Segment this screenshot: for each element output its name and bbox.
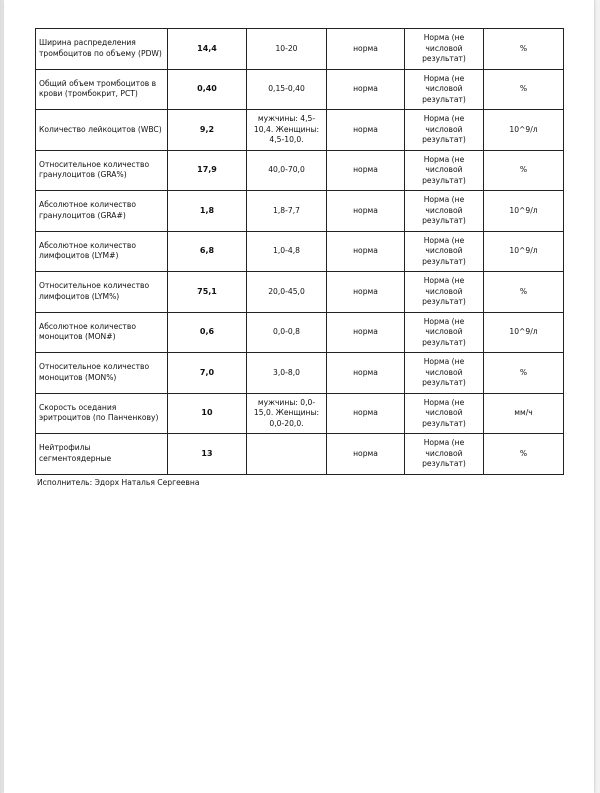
unit-cell: % bbox=[484, 150, 564, 191]
unit-cell: % bbox=[484, 272, 564, 313]
result-value-cell: 75,1 bbox=[168, 272, 247, 313]
reference-range-cell: 40,0-70,0 bbox=[247, 150, 327, 191]
reference-range-cell: 3,0-8,0 bbox=[247, 353, 327, 394]
qualitative-result-cell: Норма (не числовой результат) bbox=[405, 393, 484, 434]
test-name-cell: Нейтрофилы сегментоядерные bbox=[36, 434, 168, 475]
performer-signature-line: Исполнитель: Эдорх Наталья Сергеевна bbox=[37, 478, 200, 487]
result-value-cell: 0,40 bbox=[168, 69, 247, 110]
table-row bbox=[36, 69, 564, 110]
reference-range-cell: 0,0-0,8 bbox=[247, 312, 327, 353]
status-cell: норма bbox=[327, 69, 405, 110]
result-value-cell: 9,2 bbox=[168, 110, 247, 151]
qualitative-result-cell: Норма (не числовой результат) bbox=[405, 191, 484, 232]
qualitative-result-cell: Норма (не числовой результат) bbox=[405, 231, 484, 272]
status-cell: норма bbox=[327, 434, 405, 475]
status-cell: норма bbox=[327, 150, 405, 191]
reference-range-cell: 0,15-0,40 bbox=[247, 69, 327, 110]
qualitative-result-cell: Норма (не числовой результат) bbox=[405, 353, 484, 394]
test-name-cell: Относительное количество лимфоцитов (LYM%) bbox=[36, 272, 168, 313]
unit-cell: мм/ч bbox=[484, 393, 564, 434]
unit-cell: 10^9/л bbox=[484, 312, 564, 353]
test-name-cell: Абсолютное количество лимфоцитов (LYM#) bbox=[36, 231, 168, 272]
reference-range-cell: 1,8-7,7 bbox=[247, 191, 327, 232]
test-name-cell: Относительное количество гранулоцитов (GRA%) bbox=[36, 150, 168, 191]
unit-cell: % bbox=[484, 434, 564, 475]
lab-results-table bbox=[35, 28, 564, 475]
reference-range-cell: 10-20 bbox=[247, 29, 327, 70]
table-row bbox=[36, 393, 564, 434]
reference-range-cell: мужчины: 0,0-15,0. Женщины: 0,0-20,0. bbox=[247, 393, 327, 434]
unit-cell: % bbox=[484, 353, 564, 394]
result-value-cell: 10 bbox=[168, 393, 247, 434]
result-value-cell: 0,6 bbox=[168, 312, 247, 353]
test-name-cell: Относительное количество моноцитов (MON%) bbox=[36, 353, 168, 394]
table-row bbox=[36, 272, 564, 313]
table-row bbox=[36, 29, 564, 70]
test-name-cell: Общий объем тромбоцитов в крови (тромбокрит, PCT) bbox=[36, 69, 168, 110]
lab-results-body bbox=[36, 29, 564, 475]
result-value-cell: 17,9 bbox=[168, 150, 247, 191]
table-row bbox=[36, 231, 564, 272]
unit-cell: 10^9/л bbox=[484, 231, 564, 272]
result-value-cell: 6,8 bbox=[168, 231, 247, 272]
table-row bbox=[36, 353, 564, 394]
qualitative-result-cell: Норма (не числовой результат) bbox=[405, 150, 484, 191]
unit-cell: 10^9/л bbox=[484, 110, 564, 151]
result-value-cell: 13 bbox=[168, 434, 247, 475]
result-value-cell: 7,0 bbox=[168, 353, 247, 394]
table-row bbox=[36, 191, 564, 232]
status-cell: норма bbox=[327, 191, 405, 232]
status-cell: норма bbox=[327, 353, 405, 394]
test-name-cell: Количество лейкоцитов (WBC) bbox=[36, 110, 168, 151]
reference-range-cell: 1,0-4,8 bbox=[247, 231, 327, 272]
test-name-cell: Абсолютное количество моноцитов (MON#) bbox=[36, 312, 168, 353]
qualitative-result-cell: Норма (не числовой результат) bbox=[405, 312, 484, 353]
status-cell: норма bbox=[327, 110, 405, 151]
unit-cell: % bbox=[484, 69, 564, 110]
qualitative-result-cell: Норма (не числовой результат) bbox=[405, 272, 484, 313]
reference-range-cell bbox=[247, 434, 327, 475]
status-cell: норма bbox=[327, 29, 405, 70]
qualitative-result-cell: Норма (не числовой результат) bbox=[405, 110, 484, 151]
qualitative-result-cell: Норма (не числовой результат) bbox=[405, 69, 484, 110]
result-value-cell: 1,8 bbox=[168, 191, 247, 232]
unit-cell: % bbox=[484, 29, 564, 70]
unit-cell: 10^9/л bbox=[484, 191, 564, 232]
test-name-cell: Ширина распределения тромбоцитов по объему (PDW) bbox=[36, 29, 168, 70]
result-value-cell: 14,4 bbox=[168, 29, 247, 70]
reference-range-cell: 20,0-45,0 bbox=[247, 272, 327, 313]
test-name-cell: Абсолютное количество гранулоцитов (GRA#) bbox=[36, 191, 168, 232]
status-cell: норма bbox=[327, 312, 405, 353]
table-row bbox=[36, 434, 564, 475]
status-cell: норма bbox=[327, 272, 405, 313]
status-cell: норма bbox=[327, 393, 405, 434]
qualitative-result-cell: Норма (не числовой результат) bbox=[405, 434, 484, 475]
table-row bbox=[36, 312, 564, 353]
table-row bbox=[36, 110, 564, 151]
test-name-cell: Скорость оседания эритроцитов (по Панченкову) bbox=[36, 393, 168, 434]
qualitative-result-cell: Норма (не числовой результат) bbox=[405, 29, 484, 70]
status-cell: норма bbox=[327, 231, 405, 272]
reference-range-cell: мужчины: 4,5-10,4. Женщины: 4,5-10,0. bbox=[247, 110, 327, 151]
table-row bbox=[36, 150, 564, 191]
